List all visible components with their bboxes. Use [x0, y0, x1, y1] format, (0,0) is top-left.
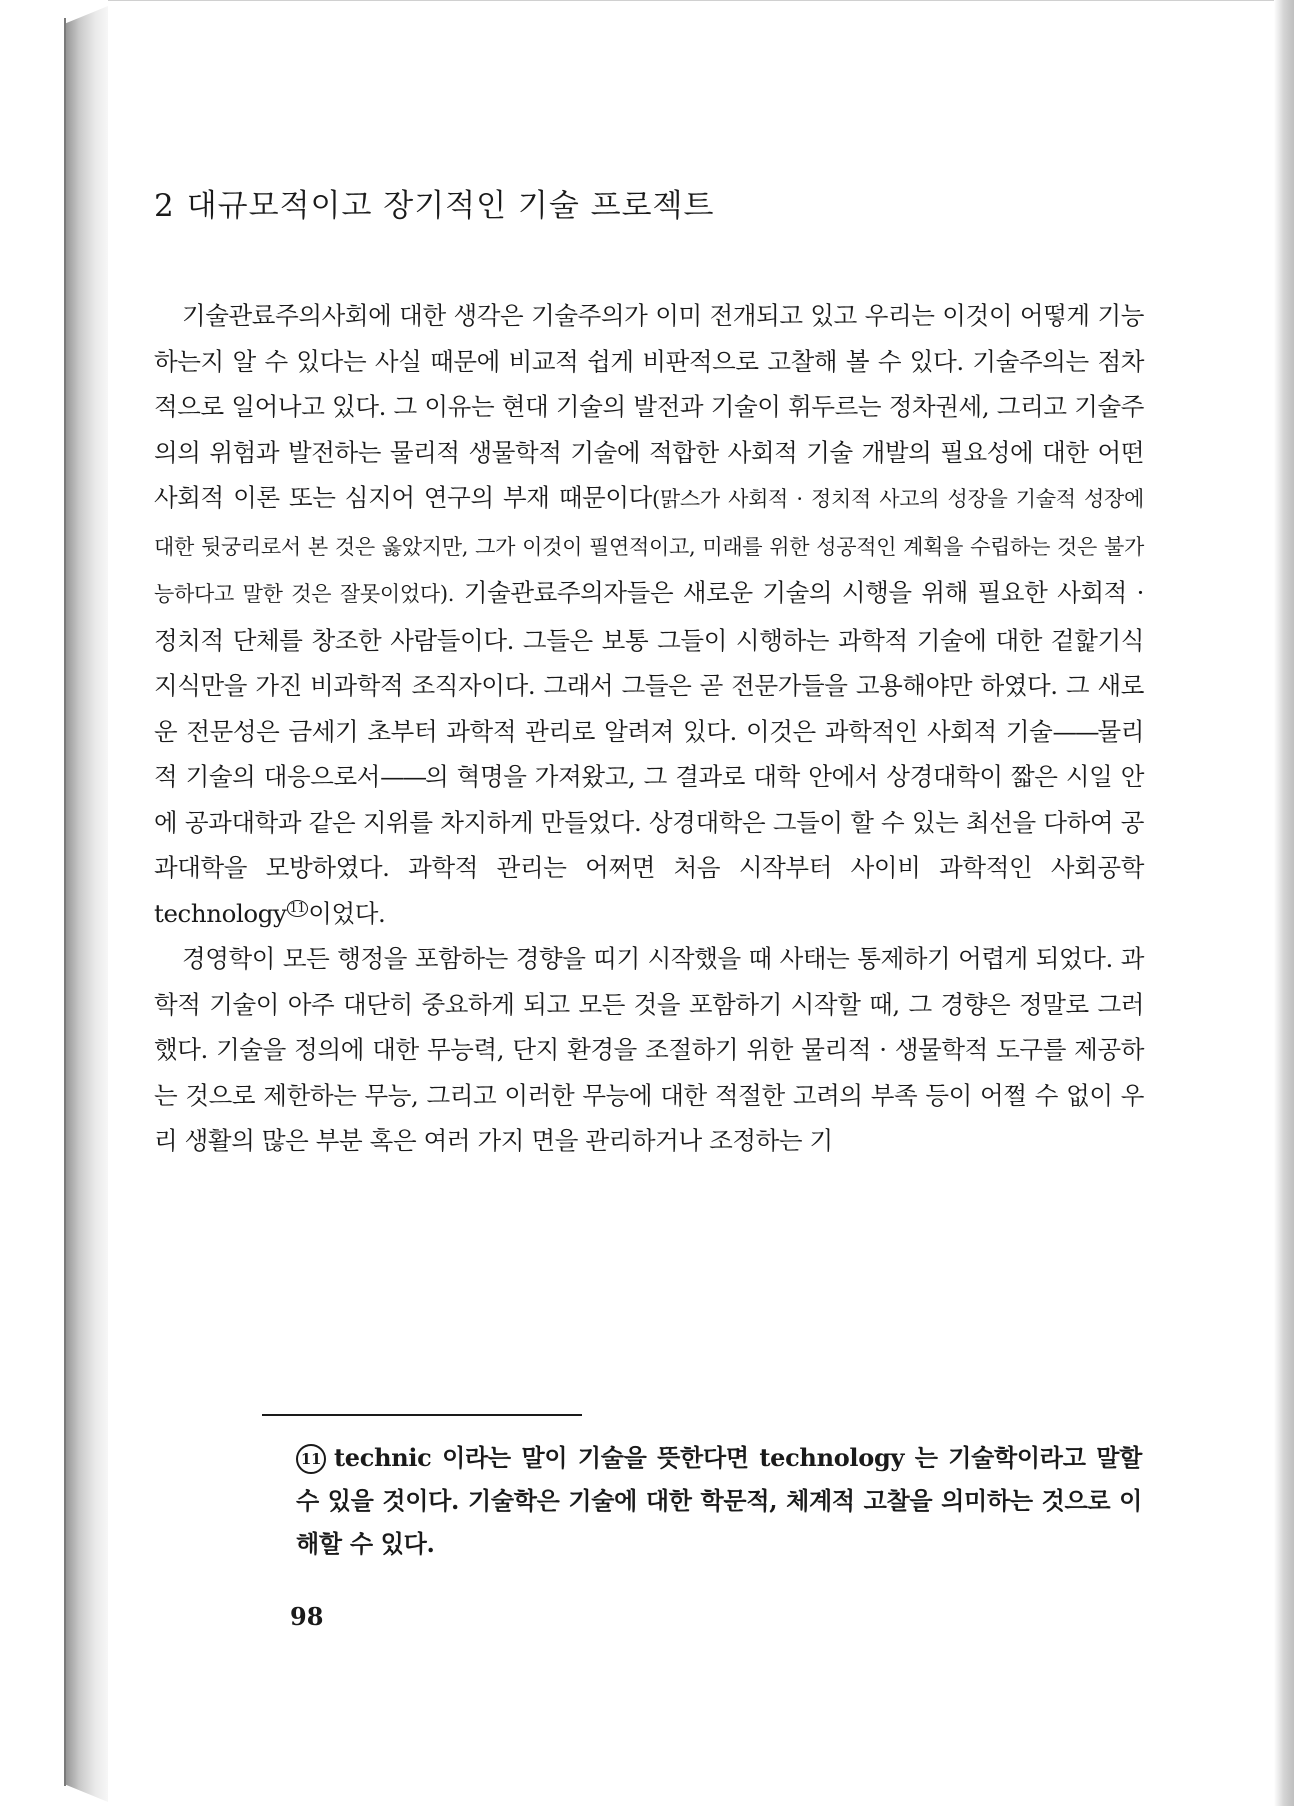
section-heading — [154, 180, 1144, 225]
paragraph-1-text-a: 기술관료주의사회에 대한 생각은 기술주의가 이미 전개되고 있고 우리는 이것이 어떻게 기능하는지 알 수 있다는 사실 때문에 비교적 쉽게 비판적으로 고찰해 볼 수 있다. 기술주의는 점차적으로 일어나고 있다. 그 이유는 현대 기술의 발전과 기술이 휘두르는 정차권세, 그리고 기술주의의 위험과 발전하는 물리적 생물학적 기술에 적합한 사회적 기술 개발의 필요성에 대한 어떤 사회적 이론 또는 심지어 연구의 부재 때문이다 — [154, 301, 1144, 512]
paragraph-1-text-d: 의 혁명을 가져왔고, 그 결과로 대학 안에서 상경대학이 짧은 시일 안에 공과대학과 같은 지위를 차지하게 만들었다. 상경대학은 그들이 할 수 있는 최선을 다하여 공과대학을 모방하였다. 과학적 관리는 어쩌면 처음 시작부터 사이비 과학적인 사회공학 technology — [154, 762, 1144, 928]
paragraph-2: 경영학이 모든 행정을 포함하는 경향을 띠기 시작했을 때 사태는 통제하기 어렵게 되었다. 과학적 기술이 아주 대단히 중요하게 되고 모든 것을 포함하기 시작할 때, 그 경향은 정말로 그러했다. 기술을 정의에 대한 무능력, 단지 환경을 조절하기 위한 물리적 · 생물학적 도구를 제공하는 것으로 제한하는 무능, 그리고 이러한 무능에 대한 적절한 고려의 부족 등이 어쩔 수 없이 우리 생활의 많은 부분 혹은 여러 가지 면을 관리하거나 조정하는 기 — [154, 944, 1144, 1155]
footnote-text: technic 이라는 말이 기술을 뜻한다면 technology 는 기술학이라고 말할 수 있을 것이다. 기술학은 기술에 대한 학문적, 체계적 고찰을 의미하는 것으로 이해할 수 있다. — [296, 1443, 1142, 1558]
footnote-divider — [262, 1414, 582, 1416]
section-title: 대규모적이고 장기적인 기술 프로젝트 — [186, 188, 715, 224]
paragraph-1-aside: (맑스가 사회적 · 정치적 사고의 성장을 기술적 성장에 대한 뒷궁리로서 본 것은 옳았지만, 그가 이것이 필연적이고, 미래를 위한 성공적인 계획을 수립하는 것은 불가능하다고 말한 것은 잘못이었다). — [154, 487, 1144, 606]
book-edge-line — [64, 18, 66, 1786]
body-text — [154, 293, 1144, 1164]
paragraph-1-text-c: 물리적 기술의 대응으로서 — [154, 716, 1144, 791]
paragraph-1 — [154, 293, 1144, 936]
paragraph-1-text-b: 기술관료주의자들은 새로운 기술의 시행을 위해 필요한 사회적 · 정치적 단체를 창조한 사람들이다. 그들은 보통 그들이 시행하는 과학적 기술에 대한 겉핥기식 지식만을 가진 비과학적 조직자이다. 그래서 그들은 곧 전문가들을 고용해야만 하였다. 그 새로운 전문성은 금세기 초부터 과학적 관리로 알려져 있다. 이것은 과학적인 사회적 기술 — [154, 578, 1144, 746]
page-right-shadow — [1274, 0, 1294, 1806]
em-dash-2: —— — [380, 762, 426, 791]
page-number: 98 — [290, 1602, 324, 1631]
book-spine-edge — [64, 6, 108, 1802]
footnote-reference[interactable]: 11 — [287, 900, 309, 917]
page-content — [154, 180, 1144, 1164]
paragraph-1-text-e: 이었다. — [308, 898, 386, 928]
footnote — [296, 1436, 1142, 1565]
em-dash-1: —— — [1052, 716, 1098, 746]
section-number: 2 — [154, 188, 175, 224]
footnote-marker: 11 — [296, 1444, 326, 1474]
